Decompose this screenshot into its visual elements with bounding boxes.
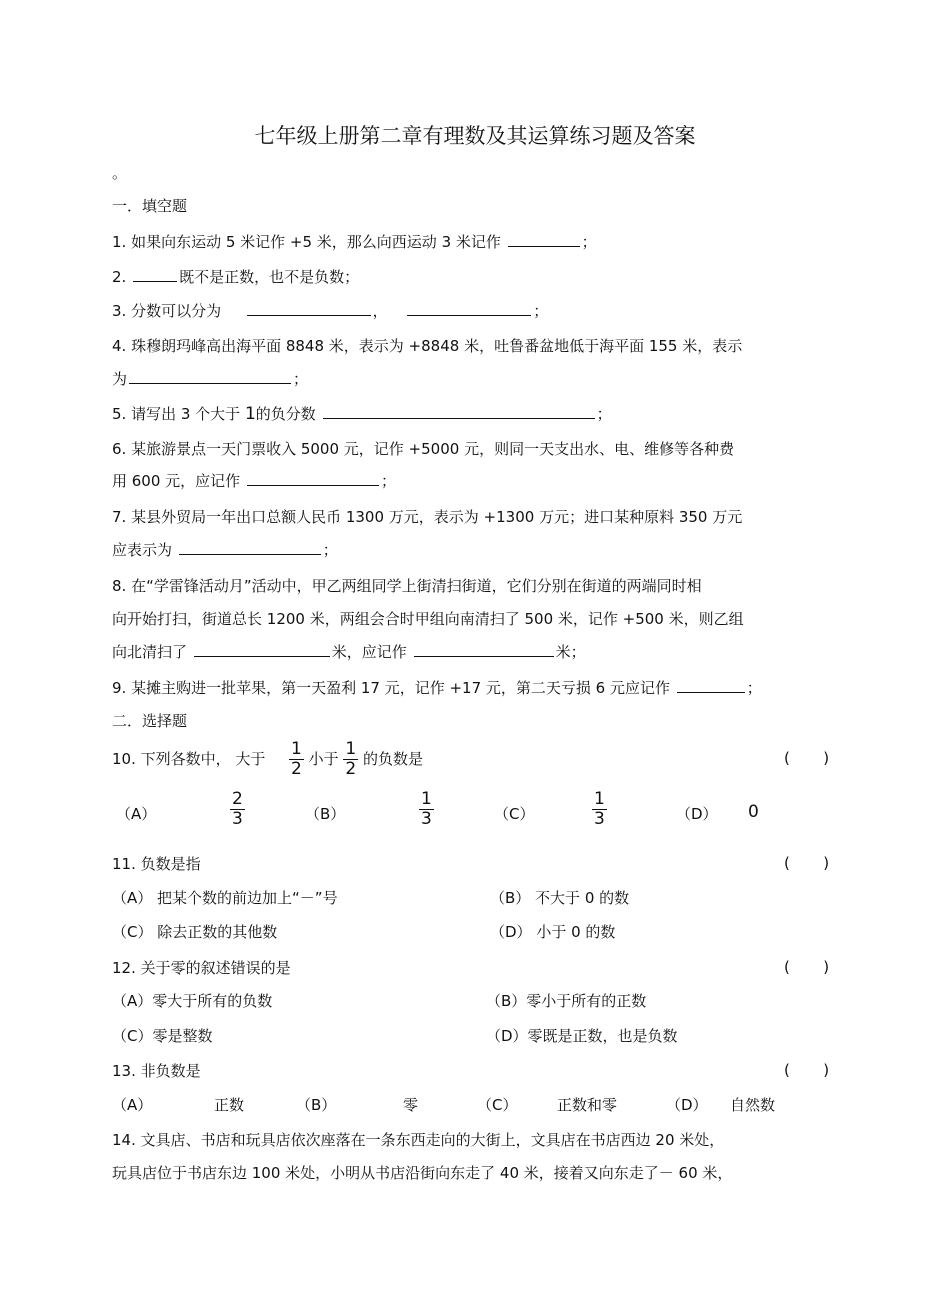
q6-prefix: 用 600 元，应记作 <box>112 472 241 490</box>
q5-text-2: 的负分数 <box>255 405 316 423</box>
q9-blank[interactable] <box>677 678 745 693</box>
q1-end: ； <box>581 233 597 251</box>
q2-num: 2. <box>112 268 127 286</box>
question-8-line2: 向开始打扫，街道总长 1200 米，两组会合时甲组向南清扫了 500 米，记作 +500 米，则乙组 <box>112 610 744 628</box>
section-choice: 二．选择题 <box>112 712 188 730</box>
frac-num: 1 <box>421 789 432 809</box>
fraction-half-2 <box>343 740 358 779</box>
q3-sep: ， <box>372 302 388 320</box>
section-fill-blank: 一．填空题 <box>112 197 188 215</box>
q11-option-d: （D） 小于 0 的数 <box>490 923 616 941</box>
answer-paren-12[interactable]: ( ) <box>784 958 830 976</box>
q12-option-d: （D）零既是正数，也是负数 <box>486 1027 678 1045</box>
q11-option-c: （C） 除去正数的其他数 <box>112 923 278 941</box>
q7-prefix: 应表示为 <box>112 541 173 559</box>
q12-option-a: （A）零大于所有的负数 <box>112 992 273 1010</box>
q13-option-b-label: （B） <box>296 1096 337 1114</box>
q12-option-b: （B）零小于所有的正数 <box>486 992 647 1010</box>
question-13: 13. 非负数是 <box>112 1062 201 1080</box>
q2-text: 既不是正数，也不是负数； <box>179 268 360 286</box>
question-2 <box>112 267 359 287</box>
frac-num: 1 <box>345 739 357 759</box>
frac-den: 2 <box>290 759 302 779</box>
q4-prefix: 为 <box>112 370 128 388</box>
q8-end: 米； <box>555 643 586 661</box>
answer-paren-13[interactable]: ( ) <box>784 1061 830 1079</box>
q5-one: 1 <box>244 404 256 424</box>
q3-text: 3. 分数可以分为 <box>112 302 222 320</box>
stray-dot: 。 <box>112 164 128 182</box>
question-4-line1: 4. 珠穆朗玛峰高出海平面 8848 米，表示为 +8848 米，吐鲁番盆地低于海平面 155 米，表示 <box>112 337 743 355</box>
q13-option-c-label: （C） <box>477 1096 518 1114</box>
question-6-line1: 6. 某旅游景点一天门票收入 5000 元，记作 +5000 元，则同一天支出水、电、维修等各种费 <box>112 440 735 458</box>
frac-num: 1 <box>290 739 302 759</box>
q2-blank[interactable] <box>133 267 177 282</box>
q6-end: ； <box>380 472 396 490</box>
q10-option-b-value <box>419 790 434 829</box>
fraction-half-1 <box>289 740 304 779</box>
q5-blank[interactable] <box>323 404 595 419</box>
q1-text: 1. 如果向东运动 5 米记作 +5 米，那么向西运动 3 米记作 <box>112 233 501 251</box>
q13-option-d-value: 自然数 <box>730 1096 776 1114</box>
q11-option-a: （A） 把某个数的前边加上“－”号 <box>112 889 338 907</box>
q10-text: 10. 下列各数中， 大于 <box>112 750 266 768</box>
question-1 <box>112 232 597 252</box>
question-6-line2 <box>112 471 396 491</box>
frac-den: 3 <box>594 809 605 829</box>
q8-blank-1[interactable] <box>194 642 330 657</box>
q10-option-c-label: （C） <box>494 805 535 823</box>
q8-blank-2[interactable] <box>414 642 554 657</box>
q10-end: 的负数是 <box>362 750 423 768</box>
q10-option-a-value <box>230 790 245 829</box>
q3-blank-2[interactable] <box>407 301 531 316</box>
question-4-line2 <box>112 369 308 389</box>
q7-end: ； <box>322 541 338 559</box>
frac-den: 3 <box>232 809 243 829</box>
question-14-line2: 玩具店位于书店东边 100 米处，小明从书店沿街向东走了 40 米，接着又向东走了－ 60 米， <box>112 1164 733 1182</box>
question-7-line1: 7. 某县外贸局一年出口总额人民币 1300 万元，表示为 +1300 万元；进口某种原料 350 万元 <box>112 508 743 526</box>
question-9 <box>112 678 762 698</box>
q3-end: ； <box>533 302 549 320</box>
q10-option-d-label: （D） <box>676 805 718 823</box>
answer-paren-11[interactable]: ( ) <box>784 854 830 872</box>
q12-option-c: （C）零是整数 <box>112 1027 213 1045</box>
q8-prefix: 向北清扫了 <box>112 643 188 661</box>
q4-end: ； <box>293 370 309 388</box>
frac-num: 1 <box>594 789 605 809</box>
frac-den: 2 <box>345 759 357 779</box>
q10-option-b-label: （B） <box>305 805 346 823</box>
question-14-line1: 14. 文具店、书店和玩具店依次座落在一条东西走向的大街上，文具店在书店西边 20 米处， <box>112 1131 725 1149</box>
q9-text: 9. 某摊主购进一批苹果，第一天盈利 17 元，记作 +17 元，第二天亏损 6 元应记作 <box>112 679 670 697</box>
q4-blank[interactable] <box>129 369 291 384</box>
question-12: 12. 关于零的叙述错误的是 <box>112 959 291 977</box>
question-8-line1: 8. 在“学雷锋活动月”活动中，甲乙两组同学上街清扫街道，它们分别在街道的两端同时相 <box>112 577 702 595</box>
page-title: 七年级上册第二章有理数及其运算练习题及答案 <box>254 124 696 148</box>
q13-option-d-label: （D） <box>666 1096 708 1114</box>
q10-mid: 小于 <box>308 750 339 768</box>
q10-option-d-value: 0 <box>748 802 759 822</box>
q5-text: 5. 请写出 3 个大于 <box>112 405 241 423</box>
q9-end: ； <box>746 679 762 697</box>
q1-blank[interactable] <box>508 232 580 247</box>
question-11: 11. 负数是指 <box>112 855 201 873</box>
q13-option-a-value: 正数 <box>214 1096 245 1114</box>
q5-end: ； <box>596 405 612 423</box>
q7-blank[interactable] <box>179 540 321 555</box>
question-7-line2 <box>112 540 338 560</box>
question-3 <box>112 301 548 321</box>
frac-den: 3 <box>421 809 432 829</box>
q6-blank[interactable] <box>247 471 379 486</box>
q8-mid: 米，应记作 <box>331 643 407 661</box>
q13-option-a-label: （A） <box>112 1096 153 1114</box>
question-5 <box>112 404 612 424</box>
q10-option-a-label: （A） <box>116 805 157 823</box>
q13-option-c-value: 正数和零 <box>557 1096 618 1114</box>
question-8-line3 <box>112 642 586 662</box>
q11-option-b: （B） 不大于 0 的数 <box>490 889 630 907</box>
q3-blank-1[interactable] <box>247 301 371 316</box>
frac-num: 2 <box>232 789 243 809</box>
q10-option-c-value <box>592 790 607 829</box>
q13-option-b-value: 零 <box>403 1096 419 1114</box>
question-10 <box>112 738 423 780</box>
answer-paren-10[interactable]: ( ) <box>784 749 830 767</box>
